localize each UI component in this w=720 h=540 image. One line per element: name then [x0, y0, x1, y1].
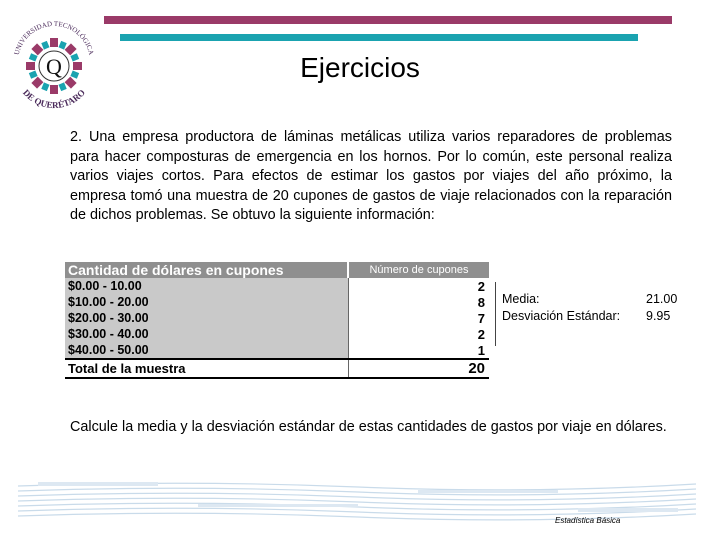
count-cell: 2	[348, 278, 489, 294]
mean-value: 21.00	[646, 292, 678, 306]
count-cell: 1	[348, 342, 489, 359]
range-cell: $0.00 - 10.00	[65, 278, 348, 294]
header-count: Número de cupones	[348, 262, 489, 278]
table-row	[65, 294, 489, 310]
footer-text: Estadística Básica	[555, 516, 621, 525]
count-cell: 7	[348, 310, 489, 326]
header-amount: Cantidad de dólares en cupones	[65, 262, 348, 278]
table-row	[65, 342, 489, 359]
mean-label: Media:	[502, 292, 540, 306]
university-logo	[8, 8, 100, 116]
svg-text:Q: Q	[46, 54, 62, 79]
total-value: 20	[348, 359, 489, 378]
range-cell: $20.00 - 30.00	[65, 310, 348, 326]
sd-value: 9.95	[646, 309, 671, 323]
total-label: Total de la muestra	[65, 359, 348, 378]
sd-label: Desviación Estándar:	[502, 309, 621, 323]
range-cell: $30.00 - 40.00	[65, 326, 348, 342]
table-total-row	[65, 359, 489, 378]
count-cell: 8	[348, 294, 489, 310]
problem-text: 2. Una empresa productora de láminas metálicas utiliza varios reparadores de problemas para hacer composturas de emergencia en los hornos. Por lo común, este personal realiza varios viajes cortos. Para efectos de estimar los gastos por viajes del año próximo, la empresa tomó una muestra de 20 cupones de gastos de viaje relacionados con la reparación de dichos problemas. Se obtuvo la siguiente información:	[70, 129, 672, 223]
svg-text:DE QUERÉTARO: DE QUERÉTARO	[21, 87, 87, 111]
range-cell: $40.00 - 50.00	[65, 342, 348, 359]
page-title: Ejercicios	[300, 52, 420, 83]
second-accent-bar	[120, 34, 638, 41]
table-header-row	[65, 262, 489, 278]
count-cell: 2	[348, 326, 489, 342]
question-text: Calcule la media y la desviación estándar de estas cantidades de gastos por viaje en dólares.	[70, 419, 667, 435]
table-row	[65, 278, 489, 294]
range-cell: $10.00 - 20.00	[65, 294, 348, 310]
coupons-table	[65, 262, 489, 379]
table-row	[65, 326, 489, 342]
top-accent-bar	[104, 16, 672, 24]
table-row	[65, 310, 489, 326]
stats-box	[495, 282, 682, 346]
svg-text:UNIVERSIDAD TECNOLÓGICA: UNIVERSIDAD TECNOLÓGICA	[12, 19, 96, 56]
